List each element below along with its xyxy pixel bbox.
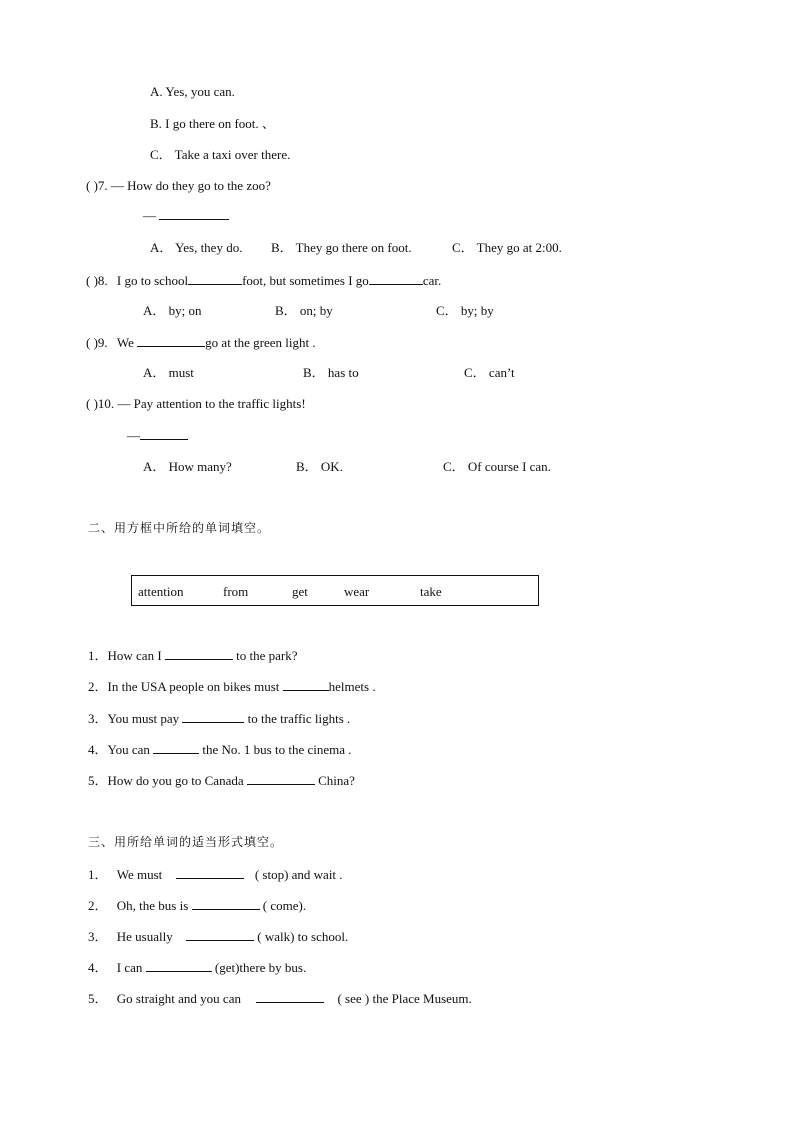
q8-stem-part1: I go to school [116,273,189,288]
q6-option-c: C． Take a taxi over there. [150,147,291,162]
q10-option-a: A． How many? [143,459,232,474]
section3-item [88,928,348,945]
q9-line [86,334,316,351]
q10-answer-dash: — [127,428,140,443]
fill-blank[interactable] [247,772,315,785]
item-text-after: (get)there by bus. [214,960,307,975]
fill-blank[interactable] [182,710,244,723]
item-text-before: 1．How can I [88,648,162,663]
section2-item [88,678,376,695]
item-number: 3． [88,929,108,944]
q9-option-b: B． has to [303,365,359,380]
item-number: 5． [88,991,108,1006]
item-number: 2． [88,898,108,913]
word-bank-word: attention [138,584,184,599]
word-bank-word: from [223,584,249,599]
fill-blank[interactable] [153,741,199,754]
q7-answer-blank[interactable] [159,207,229,220]
fill-blank[interactable] [192,897,260,910]
q10-question: — Pay attention to the traffic lights! [117,396,306,411]
q8-stem-part2: foot, but sometimes I go [242,273,369,288]
q8-option-c: C． by; by [436,303,494,318]
item-text-after: ( stop) and wait . [254,867,343,882]
item-text-after: ( come). [262,898,307,913]
q7-option-a: A． Yes, they do. [150,240,243,255]
q8-option-b: B． on; by [275,303,333,318]
item-text-after: to the park? [236,648,298,663]
fill-blank[interactable] [146,959,212,972]
q9-stem-part1: We [116,335,134,350]
item-text-after: the No. 1 bus to the cinema . [202,742,352,757]
q8-blank-1[interactable] [188,272,242,285]
q7-question: — How do they go to the zoo? [110,178,271,193]
q7-answer-dash: — [143,208,156,223]
section3-heading: 三、用所给单词的适当形式填空。 [88,835,284,849]
q7-option-c: C． They go at 2:00. [452,240,562,255]
item-text-after: to the traffic lights . [247,711,351,726]
item-text-before: I can [116,960,143,975]
section2-item [88,772,355,789]
fill-blank[interactable] [186,928,254,941]
q8-line [86,272,441,289]
q10-answer-paren: ( )10. [86,396,115,411]
item-number: 1． [88,867,108,882]
item-text-before: 2．In the USA people on bikes must [88,679,280,694]
q9-blank[interactable] [137,334,205,347]
section3-item [88,897,306,914]
section2-item [88,647,298,664]
q8-option-a: A． by; on [143,303,202,318]
item-number: 4． [88,960,108,975]
word-bank-word: get [292,584,308,599]
section3-item [88,959,306,976]
item-text-before: 3．You must pay [88,711,180,726]
q7-answer-paren: ( )7. [86,178,108,193]
fill-blank[interactable] [283,678,329,691]
section2-item [88,710,350,727]
item-text-before: He usually [116,929,173,944]
q10-option-b: B． OK. [296,459,343,474]
q9-option-c: C． can’t [464,365,515,380]
section2-heading: 二、用方框中所给的单词填空。 [88,521,271,535]
item-text-after: helmets . [328,679,376,694]
q7-line [86,178,271,194]
q7-option-b: B． They go there on foot. [271,240,412,255]
q10-line [86,396,306,412]
fill-blank[interactable] [165,647,233,660]
item-text-after: ( walk) to school. [257,929,349,944]
section3-item [88,990,472,1007]
item-text-before: We must [116,867,163,882]
item-text-before: 4．You can [88,742,150,757]
word-bank-word: wear [344,584,370,599]
q8-answer-paren: ( )8. [86,273,108,288]
q9-answer-paren: ( )9. [86,335,108,350]
q9-option-a: A． must [143,365,194,380]
word-bank-box [131,575,539,606]
item-text-after: China? [318,773,355,788]
fill-blank[interactable] [176,866,244,879]
q7-answer-line [143,207,229,224]
item-text-after: ( see ) the Place Museum. [337,991,472,1006]
q10-answer-blank[interactable] [140,427,188,440]
item-text-before: Go straight and you can [116,991,241,1006]
q9-stem-part2: go at the green light . [205,335,316,350]
word-bank-word: take [420,584,442,599]
q8-stem-part3: car. [422,273,442,288]
q6-option-a: A. Yes, you can. [150,84,235,99]
q10-option-c: C． Of course I can. [443,459,551,474]
item-text-before: Oh, the bus is [116,898,189,913]
item-text-before: 5．How do you go to Canada [88,773,244,788]
q10-answer-line [127,427,188,444]
section3-item [88,866,343,883]
q8-blank-2[interactable] [369,272,423,285]
fill-blank[interactable] [256,990,324,1003]
q6-option-b: B. I go there on foot. 、 [150,116,275,131]
section2-item [88,741,352,758]
